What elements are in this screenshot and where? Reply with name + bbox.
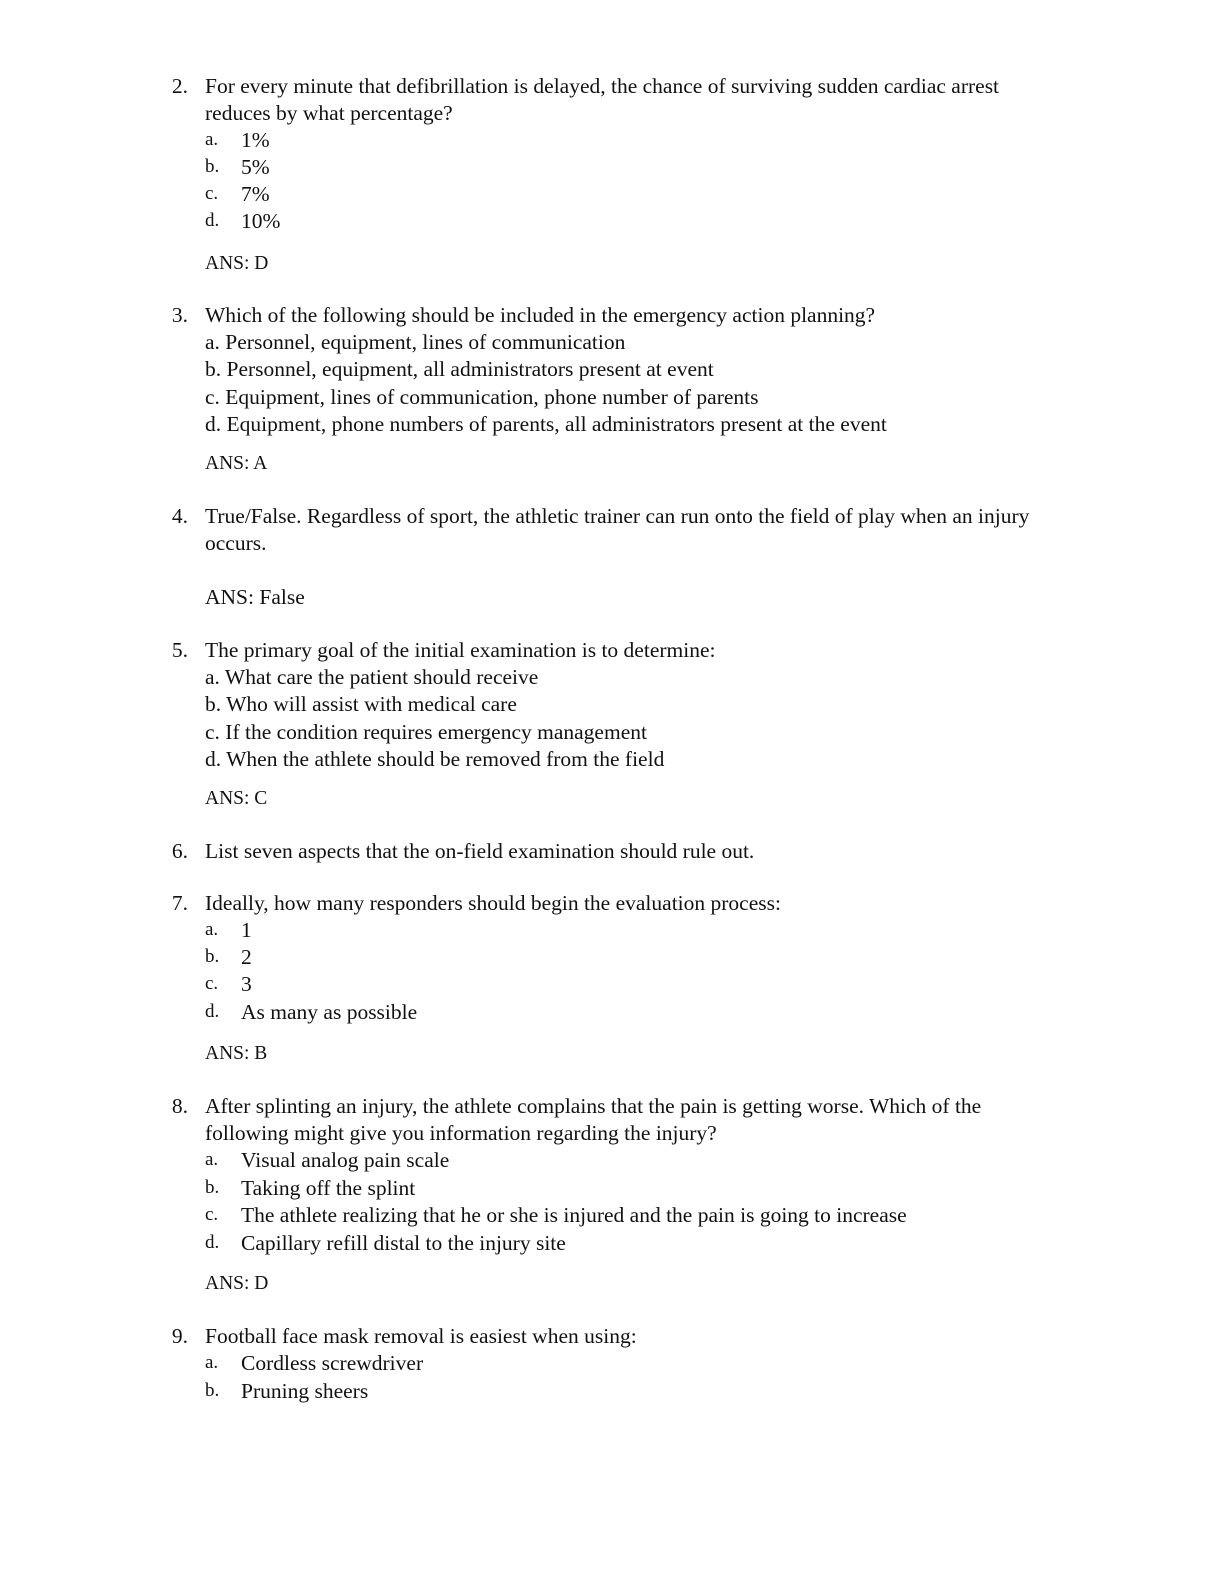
option-letter: b. xyxy=(205,156,220,177)
question-text: reduces by what percentage? xyxy=(205,101,453,125)
option-text: a. What care the patient should receive xyxy=(205,665,539,689)
option-text: The athlete realizing that he or she is injured and the pain is going to increase xyxy=(241,1203,907,1227)
option-text: Cordless screwdriver xyxy=(241,1351,424,1375)
option-text: d. When the athlete should be removed from the field xyxy=(205,747,665,771)
option-letter: b. xyxy=(205,946,220,967)
question-text: Football face mask removal is easiest when using: xyxy=(205,1324,637,1348)
question-text: occurs. xyxy=(205,531,267,555)
question-number: 8. xyxy=(171,1094,188,1118)
question-number: 4. xyxy=(171,504,188,528)
question-text: List seven aspects that the on-field examination should rule out. xyxy=(205,839,755,863)
option-text: Taking off the splint xyxy=(241,1176,416,1200)
option-text: 2 xyxy=(241,945,252,969)
option-letter: b. xyxy=(205,1380,220,1401)
question-text: The primary goal of the initial examination is to determine: xyxy=(205,638,716,662)
option-letter: b. xyxy=(205,1177,220,1198)
option-text: Pruning sheers xyxy=(241,1379,369,1403)
answer: ANS: B xyxy=(205,1043,268,1064)
question-number: 3. xyxy=(171,303,188,327)
option-letter: c. xyxy=(205,183,219,204)
question-text: For every minute that defibrillation is delayed, the chance of surviving sudden cardiac arrest xyxy=(205,74,1000,98)
option-letter: a. xyxy=(205,129,219,150)
option-letter: d. xyxy=(205,1001,220,1022)
option-text: Capillary refill distal to the injury site xyxy=(241,1231,566,1255)
answer: ANS: A xyxy=(205,453,268,474)
option-text: 1 xyxy=(241,918,252,942)
question-text: After splinting an injury, the athlete complains that the pain is getting worse. Which of the xyxy=(205,1094,982,1118)
option-text: b. Who will assist with medical care xyxy=(205,692,517,716)
question-number: 9. xyxy=(171,1324,188,1348)
option-text: d. Equipment, phone numbers of parents, all administrators present at the event xyxy=(205,412,887,436)
option-letter: d. xyxy=(205,210,220,231)
option-text: a. Personnel, equipment, lines of communication xyxy=(205,330,626,354)
option-letter: a. xyxy=(205,919,219,940)
answer: ANS: D xyxy=(205,253,269,274)
answer: ANS: D xyxy=(205,1273,269,1294)
option-text: 7% xyxy=(241,182,270,206)
option-text: 1% xyxy=(241,128,270,152)
question-text: Which of the following should be included in the emergency action planning? xyxy=(205,303,876,327)
question-text: following might give you information regarding the injury? xyxy=(205,1121,717,1145)
question-text: Ideally, how many responders should begin the evaluation process: xyxy=(205,891,781,915)
option-text: Visual analog pain scale xyxy=(241,1148,450,1172)
answer: ANS: C xyxy=(205,788,268,809)
option-text: 3 xyxy=(241,972,252,996)
option-letter: d. xyxy=(205,1232,220,1253)
option-text: 5% xyxy=(241,155,270,179)
option-text: 10% xyxy=(241,209,281,233)
option-letter: c. xyxy=(205,1204,219,1225)
question-number: 2. xyxy=(171,74,188,98)
question-text: True/False. Regardless of sport, the athletic trainer can run onto the field of play when an injury xyxy=(205,504,1030,528)
option-letter: a. xyxy=(205,1149,219,1170)
option-text: c. If the condition requires emergency management xyxy=(205,720,647,744)
question-number: 7. xyxy=(171,891,188,915)
question-number: 6. xyxy=(171,839,188,863)
option-letter: a. xyxy=(205,1352,219,1373)
option-text: As many as possible xyxy=(241,1000,418,1024)
option-text: c. Equipment, lines of communication, phone number of parents xyxy=(205,385,759,409)
answer: ANS: False xyxy=(205,585,305,609)
option-text: b. Personnel, equipment, all administrators present at event xyxy=(205,357,714,381)
option-letter: c. xyxy=(205,973,219,994)
question-number: 5. xyxy=(171,638,188,662)
